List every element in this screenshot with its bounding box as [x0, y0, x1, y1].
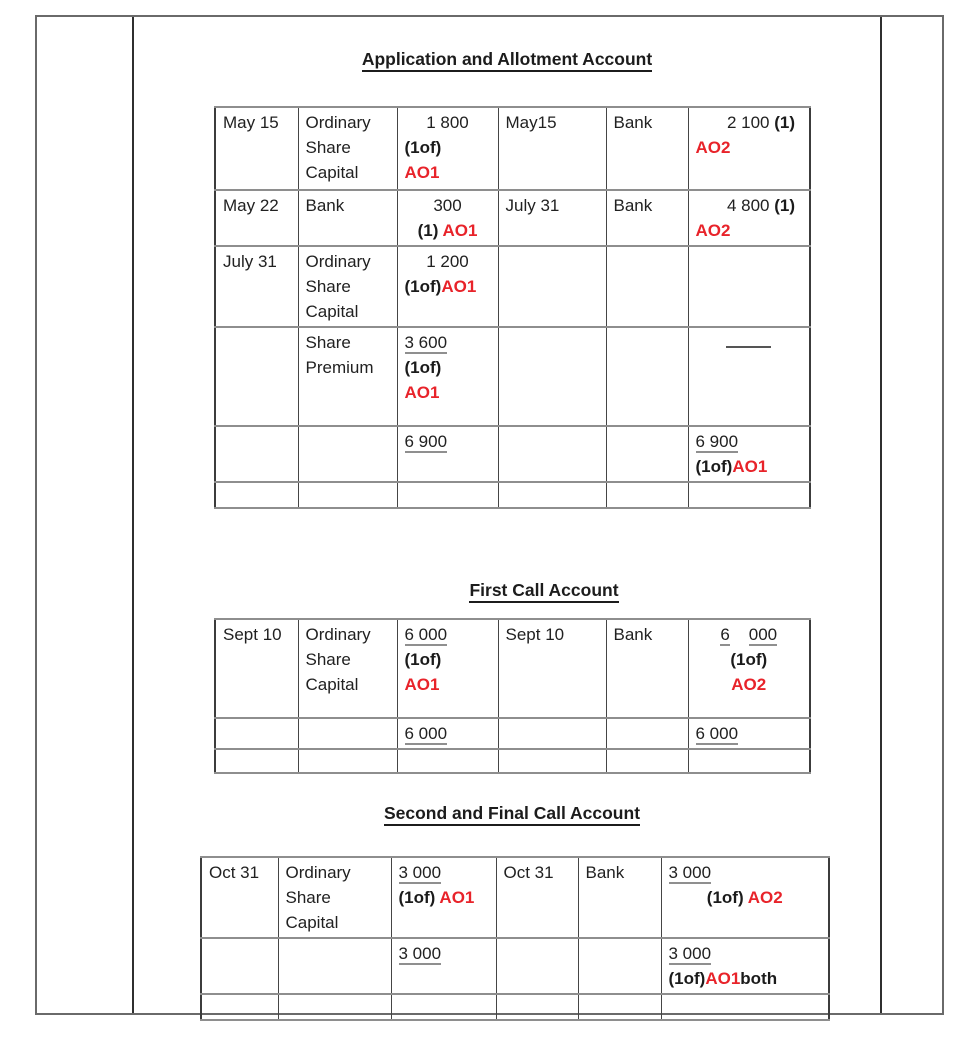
cell-date-credit [498, 426, 606, 482]
first-call-account-table [214, 618, 811, 774]
cell-line [405, 218, 491, 243]
text-segment: (1of) [695, 457, 733, 476]
cell-amount-debit [397, 482, 498, 508]
text-segment: 6 000 [404, 724, 448, 743]
cell-date-debit [215, 426, 298, 482]
text-segment: Ordinary Share Capital [285, 863, 351, 932]
cell-line [405, 429, 491, 454]
ledger-row [201, 938, 829, 994]
text-segment: AO1 [404, 675, 440, 694]
application-allotment-account-table [214, 106, 811, 509]
cell-particulars-debit [298, 107, 397, 190]
text-segment: (1) [417, 221, 443, 240]
cell-amount-credit [661, 857, 829, 938]
cell-particulars-debit [298, 482, 397, 508]
cell-line [696, 193, 803, 218]
cell-date-credit [498, 190, 606, 246]
cell-amount-credit [661, 938, 829, 994]
cell-date-debit [215, 619, 298, 718]
cell-line [614, 622, 681, 647]
cell-particulars-credit [606, 246, 688, 327]
cell-amount-debit [391, 938, 496, 994]
text-segment: 3 600 [404, 333, 448, 352]
ledger-row [215, 718, 810, 749]
question-number-column [37, 17, 134, 1013]
text-segment: Ordinary Share Capital [305, 113, 371, 182]
cell-line [696, 330, 803, 355]
cell-date-debit [215, 482, 298, 508]
cell-date-credit [498, 749, 606, 773]
text-segment: (1of) [404, 277, 442, 296]
text-segment: Share Premium [305, 333, 374, 377]
cell-line [405, 274, 491, 299]
cell-particulars-credit [578, 994, 661, 1020]
ledger-row [215, 246, 810, 327]
application-allotment-title [134, 49, 880, 70]
cell-date-debit [201, 994, 278, 1020]
cell-line [306, 622, 390, 697]
text-segment: May15 [505, 113, 557, 132]
cell-date-credit [498, 246, 606, 327]
cell-line [209, 860, 271, 885]
cell-amount-debit [391, 994, 496, 1020]
ledger-row [201, 857, 829, 938]
ledger-row [215, 426, 810, 482]
cell-particulars-credit [606, 482, 688, 508]
text-segment: AO2 [695, 138, 731, 157]
cell-amount-credit [688, 426, 810, 482]
ledger-row [201, 994, 829, 1020]
second-final-call-title [139, 803, 885, 824]
text-segment: Sept 10 [223, 625, 282, 644]
text-segment: AO2 [695, 221, 731, 240]
title-text: Second and Final Call Account [384, 803, 640, 826]
text-segment: May 22 [223, 196, 279, 215]
cell-line [614, 193, 681, 218]
cell-line [405, 672, 491, 697]
blank-total-rule [726, 332, 771, 348]
cell-particulars-debit [298, 426, 397, 482]
text-segment: Sept 10 [505, 625, 565, 644]
cell-line [306, 249, 390, 324]
cell-date-debit [215, 107, 298, 190]
text-segment: May 15 [223, 113, 279, 132]
text-segment: 6 000 [404, 625, 448, 644]
cell-date-credit [498, 718, 606, 749]
cell-line [696, 647, 803, 672]
cell-date-debit [215, 749, 298, 773]
cell-particulars-credit [606, 190, 688, 246]
answer-grid [35, 15, 944, 1015]
cell-particulars-credit [606, 619, 688, 718]
cell-line [696, 454, 803, 479]
text-segment: 3 000 [668, 863, 712, 882]
text-segment: 1 800 [426, 113, 469, 132]
cell-line [696, 672, 803, 697]
cell-line [504, 860, 571, 885]
cell-amount-credit [688, 190, 810, 246]
cell-date-debit [201, 938, 278, 994]
ledger-row [215, 749, 810, 773]
cell-date-debit [215, 190, 298, 246]
cell-date-credit [496, 857, 578, 938]
ledger-row [215, 619, 810, 718]
cell-amount-credit [661, 994, 829, 1020]
cell-line [696, 218, 803, 243]
cell-particulars-debit [298, 718, 397, 749]
cell-amount-credit [688, 718, 810, 749]
text-segment: AO1 [404, 163, 440, 182]
cell-particulars-debit [298, 246, 397, 327]
cell-line [669, 860, 822, 885]
cell-amount-debit [397, 107, 498, 190]
text-segment: Bank [613, 625, 653, 644]
text-segment: AO1 [441, 277, 477, 296]
cell-line [405, 110, 491, 135]
text-segment: Ordinary Share Capital [305, 252, 371, 321]
cell-line [405, 647, 491, 672]
cell-line [306, 330, 390, 380]
text-segment: Oct 31 [209, 863, 260, 882]
text-segment: 6 900 [404, 432, 448, 451]
text-segment: (1of) [668, 969, 706, 988]
cell-amount-debit [397, 190, 498, 246]
cell-line [405, 160, 491, 185]
text-segment: (1of) [706, 888, 748, 907]
cell-line [506, 193, 599, 218]
text-segment: (1of) [730, 650, 768, 669]
text-segment: July 31 [223, 252, 277, 271]
title-text: Application and Allotment Account [362, 49, 652, 72]
cell-line [696, 622, 803, 647]
text-segment: (1) [774, 196, 795, 215]
cell-amount-debit [397, 619, 498, 718]
text-segment: AO1 [442, 221, 478, 240]
cell-line [669, 966, 822, 991]
cell-particulars-credit [578, 857, 661, 938]
cell-line [405, 135, 491, 160]
cell-particulars-debit [298, 327, 397, 426]
text-segment [730, 625, 749, 644]
cell-line [696, 429, 803, 454]
cell-amount-credit [688, 619, 810, 718]
cell-amount-credit [688, 749, 810, 773]
text-segment: July 31 [505, 196, 560, 215]
cell-amount-debit [397, 426, 498, 482]
cell-line [223, 249, 291, 274]
text-segment: AO2 [731, 675, 767, 694]
cell-particulars-credit [606, 426, 688, 482]
text-segment: 300 [433, 196, 462, 215]
cell-date-debit [215, 246, 298, 327]
text-segment: Bank [613, 113, 653, 132]
first-call-title [171, 580, 917, 601]
text-segment: 2 100 [726, 113, 775, 132]
answer-content-column [134, 17, 880, 1013]
cell-line [399, 941, 489, 966]
cell-particulars-debit [278, 938, 391, 994]
cell-line [405, 622, 491, 647]
cell-line [696, 110, 803, 135]
second-final-call-account-table [200, 856, 830, 1021]
cell-particulars-debit [298, 749, 397, 773]
cell-line [614, 110, 681, 135]
cell-line [696, 721, 803, 746]
text-segment: (1of) [404, 138, 442, 157]
cell-line [405, 249, 491, 274]
cell-line [399, 885, 489, 910]
cell-particulars-credit [606, 107, 688, 190]
cell-line [286, 860, 384, 935]
cell-particulars-credit [578, 938, 661, 994]
text-segment: 6 [720, 625, 730, 644]
cell-amount-debit [397, 327, 498, 426]
cell-date-credit [496, 938, 578, 994]
cell-particulars-credit [606, 749, 688, 773]
ledger-row [215, 107, 810, 190]
text-segment: 4 800 [726, 196, 775, 215]
cell-date-credit [498, 107, 606, 190]
text-segment: 6 900 [695, 432, 739, 451]
cell-amount-debit [397, 718, 498, 749]
text-segment: Bank [613, 196, 653, 215]
text-segment: (1of) [398, 888, 440, 907]
cell-particulars-credit [606, 327, 688, 426]
cell-line [405, 355, 491, 380]
cell-line [223, 110, 291, 135]
cell-line [586, 860, 654, 885]
cell-particulars-debit [278, 857, 391, 938]
cell-particulars-debit [298, 619, 397, 718]
marks-column [880, 17, 942, 1013]
text-segment: (1) [774, 113, 795, 132]
cell-particulars-debit [278, 994, 391, 1020]
text-segment: 6 000 [695, 724, 739, 743]
cell-amount-debit [397, 246, 498, 327]
text-segment: 3 000 [398, 944, 442, 963]
text-segment: both [740, 969, 778, 988]
text-segment: AO1 [439, 888, 475, 907]
cell-line [399, 860, 489, 885]
text-segment: Ordinary Share Capital [305, 625, 371, 694]
cell-amount-credit [688, 327, 810, 426]
cell-date-credit [498, 327, 606, 426]
text-segment: 3 000 [668, 944, 712, 963]
cell-date-credit [498, 619, 606, 718]
cell-line [306, 193, 390, 218]
cell-amount-debit [397, 749, 498, 773]
cell-line [669, 941, 822, 966]
text-segment: Oct 31 [503, 863, 554, 882]
ledger-row [215, 482, 810, 508]
cell-amount-debit [391, 857, 496, 938]
cell-line [405, 721, 491, 746]
text-segment: 3 000 [398, 863, 442, 882]
cell-amount-credit [688, 482, 810, 508]
cell-line [506, 622, 599, 647]
cell-date-credit [498, 482, 606, 508]
cell-line [506, 110, 599, 135]
cell-amount-credit [688, 107, 810, 190]
cell-line [405, 193, 491, 218]
text-segment: AO2 [747, 888, 783, 907]
cell-line [669, 885, 822, 910]
text-segment: Bank [585, 863, 625, 882]
text-segment: (1of) [404, 650, 442, 669]
cell-line [306, 110, 390, 185]
cell-particulars-credit [606, 718, 688, 749]
cell-line [405, 380, 491, 405]
cell-amount-credit [688, 246, 810, 327]
cell-date-debit [215, 327, 298, 426]
text-segment: 1 200 [426, 252, 469, 271]
text-segment: 000 [748, 625, 778, 644]
cell-date-debit [201, 857, 278, 938]
cell-date-debit [215, 718, 298, 749]
text-segment: AO1 [732, 457, 768, 476]
cell-line [405, 330, 491, 355]
text-segment: (1of) [404, 358, 442, 377]
cell-date-credit [496, 994, 578, 1020]
cell-line [223, 193, 291, 218]
cell-particulars-debit [298, 190, 397, 246]
ledger-row [215, 327, 810, 426]
cell-line [223, 622, 291, 647]
text-segment: AO1 [404, 383, 440, 402]
cell-line [696, 135, 803, 160]
title-text: First Call Account [469, 580, 618, 603]
text-segment: AO1 [705, 969, 741, 988]
ledger-row [215, 190, 810, 246]
text-segment: Bank [305, 196, 345, 215]
